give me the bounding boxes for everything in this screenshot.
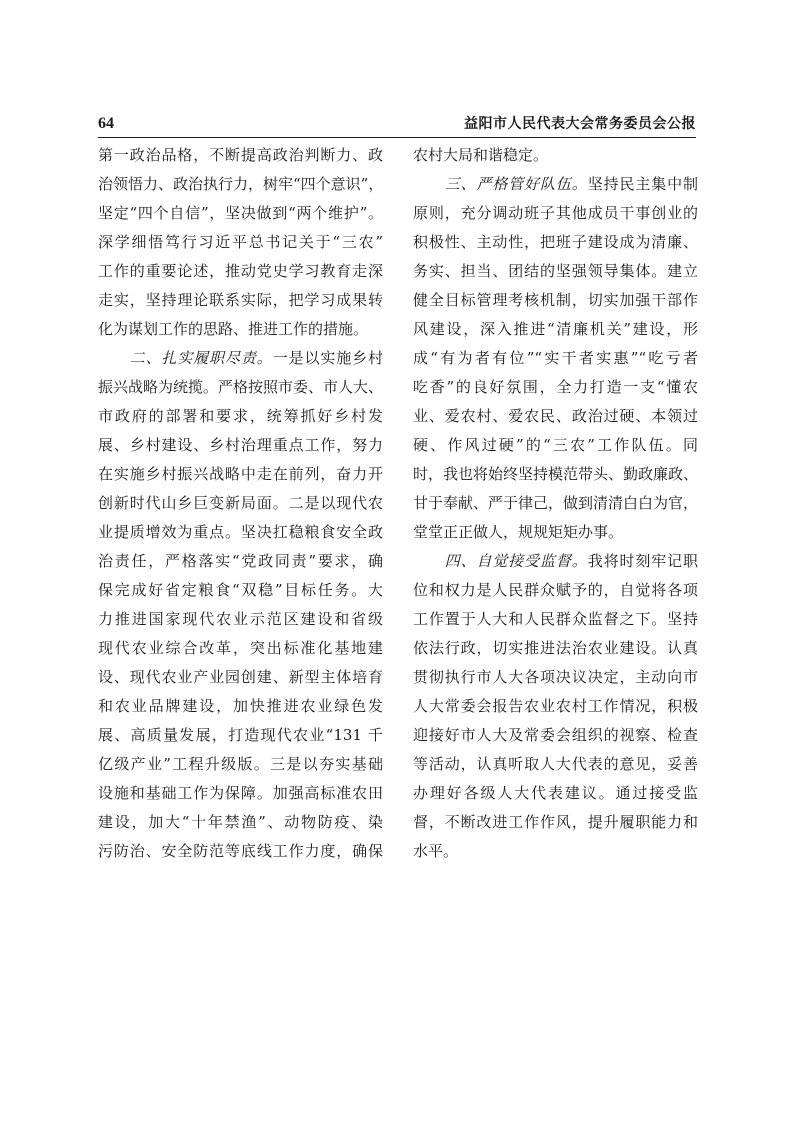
text-line: 依法行政，切实推进法治农业建设。认真 bbox=[413, 639, 698, 657]
text-line: 时，我也将始终坚持模范带头、勤政廉政、 bbox=[413, 465, 698, 483]
text-line: 市政府的部署和要求，统筹抓好乡村发 bbox=[98, 407, 383, 425]
paragraph-political-quality bbox=[98, 141, 383, 344]
text-line: 农村大局和谐稳定。 bbox=[413, 146, 549, 164]
text-line: 治领悟力、政治执行力，树牢“四个意识”， bbox=[98, 175, 383, 193]
text-line: 设、现代农业产业园创建、新型主体培育 bbox=[98, 668, 383, 686]
text-line: 业提质增效为重点。坚决扛稳粮食安全政 bbox=[98, 523, 383, 541]
text-line: 工作的重要论述，推动党史学习教育走深 bbox=[98, 262, 383, 280]
text-line: 吃香”的良好氛围，全力打造一支“懂农 bbox=[413, 378, 698, 396]
text-line: 业、爱农村、爱农民、政治过硬、本领过 bbox=[413, 407, 698, 425]
text-line: 现代农业综合改革，突出标准化基地建 bbox=[98, 639, 383, 657]
text-line: 建设，加大“十年禁渔”、动物防疫、染 bbox=[98, 813, 383, 831]
text-line: 甘于奉献、严于律己，做到清清白白为官， bbox=[413, 494, 698, 512]
header-divider bbox=[98, 137, 696, 138]
text-line: 振兴战略为统揽。严格按照市委、市人大、 bbox=[98, 378, 383, 396]
page-number: 64 bbox=[98, 115, 114, 132]
left-column bbox=[98, 141, 383, 866]
text-line: 污防治、安全防范等底线工作力度，确保 bbox=[98, 842, 383, 860]
text-line: 设施和基础工作为保障。加强高标准农田 bbox=[98, 784, 383, 802]
text-line: 堂堂正正做人，规规矩矩办事。 bbox=[413, 523, 624, 541]
text-line: 督，不断改进工作作风，提升履职能力和 bbox=[413, 813, 698, 831]
text-run: 我将时刻牢记职 bbox=[587, 552, 698, 570]
paragraph-manage-team bbox=[413, 170, 698, 547]
text-line bbox=[413, 547, 698, 576]
text-line: 和农业品牌建设，加快推进农业绿色发 bbox=[98, 697, 383, 715]
section-heading-3: 三、严格管好队伍。 bbox=[444, 175, 588, 193]
text-line: 工作置于人大和人民群众监督之下。坚持 bbox=[413, 610, 698, 628]
text-run: 坚持民主集中制 bbox=[587, 175, 698, 193]
text-line: 成“有为者有位”“实干者实惠”“吃亏者 bbox=[413, 349, 698, 367]
text-line: 风建设，深入推进“清廉机关”建设，形 bbox=[413, 320, 698, 338]
text-line: 务实、担当、团结的坚强领导集体。建立 bbox=[413, 262, 698, 280]
text-line: 治责任，严格落实“党政同责”要求，确 bbox=[98, 552, 383, 570]
text-line: 办理好各级人大代表建议。通过接受监 bbox=[413, 784, 698, 802]
text-line: 创新时代山乡巨变新局面。二是以现代农 bbox=[98, 494, 383, 512]
text-line: 健全目标管理考核机制，切实加强干部作 bbox=[413, 291, 698, 309]
text-line: 展、高质量发展，打造现代农业“131 千 bbox=[98, 726, 383, 744]
text-line: 展、乡村建设、乡村治理重点工作，努力 bbox=[98, 436, 383, 454]
text-line: 迎接好市人大及常委会组织的视察、检查 bbox=[413, 726, 698, 744]
text-line: 深学细悟笃行习近平总书记关于“三农” bbox=[98, 233, 383, 251]
text-line: 位和权力是人民群众赋予的，自觉将各项 bbox=[413, 581, 698, 599]
text-line: 保完成好省定粮食“双稳”目标任务。大 bbox=[98, 581, 383, 599]
section-heading-4: 四、自觉接受监督。 bbox=[444, 552, 588, 570]
journal-title: 益阳市人民代表大会常务委员会公报 bbox=[464, 116, 696, 132]
text-line: 走实，坚持理论联系实际，把学习成果转 bbox=[98, 291, 383, 309]
text-line: 亿级产业”工程升级版。三是以夯实基础 bbox=[98, 755, 383, 773]
text-line: 积极性、主动性，把班子建设成为清廉、 bbox=[413, 233, 698, 251]
text-line: 原则，充分调动班子其他成员干事创业的 bbox=[413, 204, 698, 222]
text-line: 力推进国家现代农业示范区建设和省级 bbox=[98, 610, 383, 628]
page-header bbox=[98, 114, 696, 136]
right-column bbox=[413, 141, 698, 866]
paragraph-perform-duties bbox=[98, 344, 383, 866]
paragraph-accept-supervision bbox=[413, 547, 698, 866]
text-line: 人大常委会报告农业农村工作情况，积极 bbox=[413, 697, 698, 715]
text-line bbox=[98, 344, 383, 373]
text-line: 在实施乡村振兴战略中走在前列，奋力开 bbox=[98, 465, 383, 483]
text-line: 坚定“四个自信”，坚决做到“两个维护”。 bbox=[98, 204, 383, 222]
text-line: 硬、作风过硬”的“三农”工作队伍。同 bbox=[413, 436, 698, 454]
text-line: 化为谋划工作的思路、推进工作的措施。 bbox=[98, 320, 369, 338]
text-line: 水平。 bbox=[413, 842, 459, 860]
text-line: 第一政治品格，不断提高政治判断力、政 bbox=[98, 146, 383, 164]
text-line: 贯彻执行市人大各项决议决定，主动向市 bbox=[413, 668, 698, 686]
text-run: 一是以实施乡村 bbox=[272, 349, 383, 367]
text-line bbox=[413, 170, 698, 199]
text-line: 等活动，认真听取人大代表的意见，妥善 bbox=[413, 755, 698, 773]
section-heading-2: 二、扎实履职尽责。 bbox=[129, 349, 273, 367]
